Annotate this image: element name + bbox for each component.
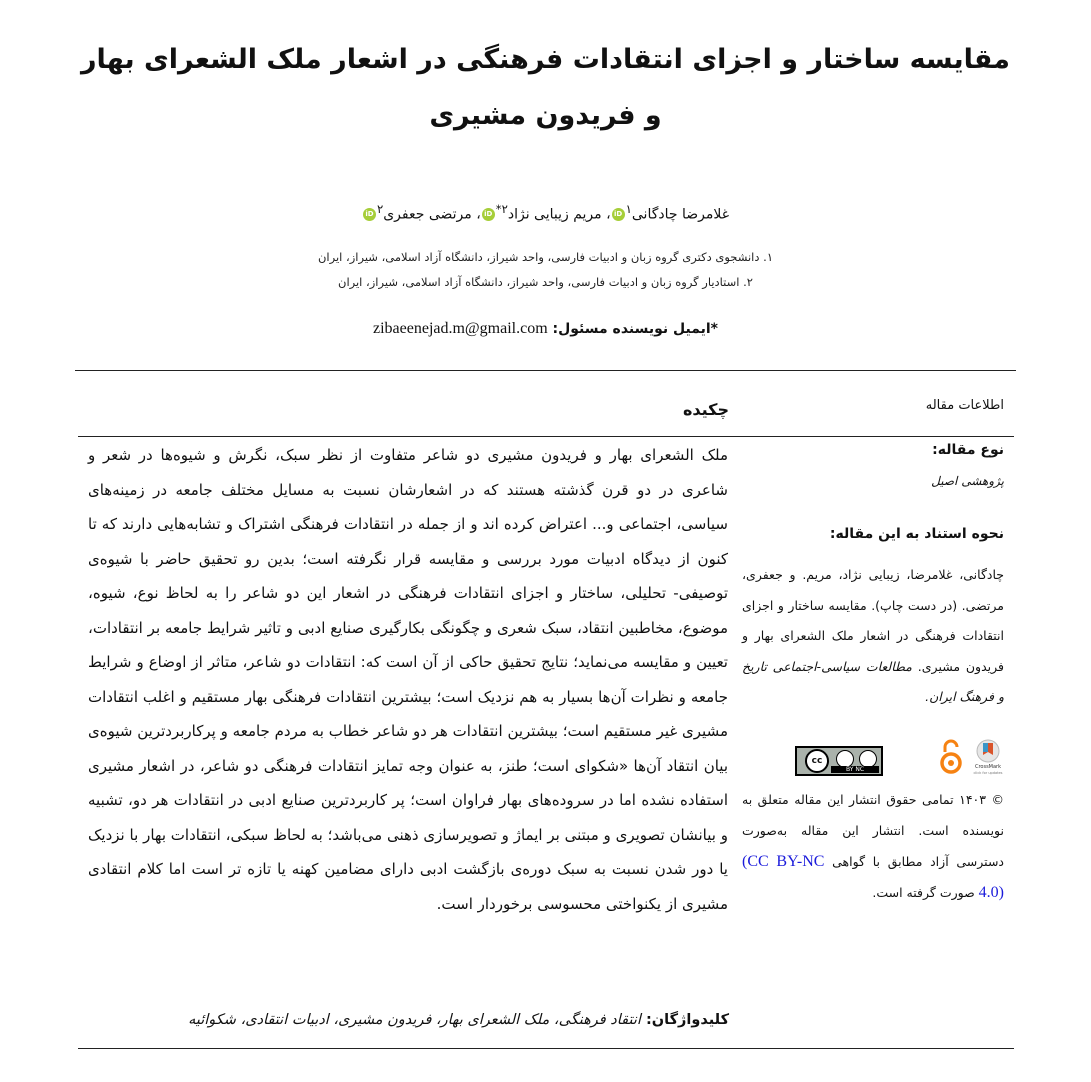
crossmark-sub: click for updates bbox=[973, 771, 1003, 775]
author-name: مرتضی جعفری bbox=[383, 206, 472, 223]
affiliation-2: ۲. استادیار گروه زبان و ادبیات فارسی، واحد شیراز، دانشگاه آزاد اسلامی، شیراز، ایران bbox=[338, 275, 753, 289]
cc-icon: cc bbox=[805, 749, 829, 773]
author-list bbox=[0, 196, 1091, 228]
orcid-icon[interactable]: iD bbox=[612, 208, 625, 221]
corresponding-author bbox=[0, 320, 1091, 338]
citation-text bbox=[742, 560, 1004, 713]
author-name: غلامرضا چادگانی bbox=[631, 206, 730, 223]
author-separator: ، bbox=[471, 206, 481, 223]
divider bbox=[75, 370, 1016, 371]
author-affiliation-mark: ۱ bbox=[625, 202, 632, 216]
orcid-icon[interactable]: iD bbox=[363, 208, 376, 221]
open-access-icon[interactable] bbox=[939, 738, 963, 776]
email-link[interactable]: zibaeenejad.m@gmail.com bbox=[372, 320, 548, 337]
copyright-text: © ۱۴۰۳ تمامی حقوق انتشار این مقاله متعلق به نویسنده است. انتشار این مقاله به‌صورت دسترسی آزاد مطابق با گواهی bbox=[742, 792, 1004, 869]
article-info-heading: اطلاعات مقاله bbox=[925, 398, 1004, 413]
crossmark-icon[interactable] bbox=[973, 738, 1003, 776]
author-separator: ، bbox=[601, 206, 611, 223]
divider bbox=[78, 436, 1014, 437]
license-link[interactable]: (CC BY-NC 4.0) bbox=[742, 853, 1004, 901]
author-affiliation-mark: ۲* bbox=[495, 202, 508, 216]
copyright-tail: صورت گرفته است. bbox=[872, 885, 979, 900]
article-type-value: پژوهشی اصیل bbox=[931, 474, 1004, 488]
author-name: مریم زیبایی نژاد bbox=[507, 206, 602, 223]
crossmark-label: CrossMark bbox=[974, 764, 1002, 770]
citation-label: نحوه استناد به این مقاله: bbox=[829, 526, 1004, 542]
license-badges bbox=[741, 738, 1003, 778]
abstract-text: ملک الشعرای بهار و فریدون مشیری دو شاعر متفاوت از نظر سبک، نگرش و شیوه‌ها در شعر و شاعری در دو قرن گذشته هستند که در اشعارشان نسبت به مسایل مختلف جامعه در زمینه‌های سیاسی، اجتماعی و... اعتراض کرده اند و از جمله در انتقادات فرهنگی اشتراک و تشابه‌هایی دارند که تا کنون از دیدگاه ادبیات مورد بررسی و مقایسه قرار نگرفته است؛ بدین رو تحقیق حاضر با شیوه‌ی توصیفی- تحلیلی، ساختار و اجزای انتقادات فرهنگی در اشعار این دو شاعر را به لحاظ نوع، شیوه، موضوع، مخاطبین انتقاد، سبک شعری و چگونگی بکارگیری صنایع ادبی و تاثیر شرایط جامعه بر انتقادات، تعیین و مقایسه می‌نماید؛ نتایج تحقیق حاکی از آن است که: انتقادات دو شاعر، متاثر از اوضاع و شرایط جامعه و نظرات آن‌ها بسیار به هم نزدیک است؛ بیشترین انتقادات فرهنگی بهار مستقیم و اغلب انتقادات مشیری غیر مستقیم است؛ بیشترین انتقادات هر دو شاعر خطاب به مردم جامعه و پرکاربردترین شیوه‌ی بیان انتقاد آن‌ها «شکوای است؛ طنز، به عنوان وجه تمایز انتقادات فرهنگی دو شاعر، در اشعار مشیری استفاده نشده اما در سروده‌های بهار فراوان است؛ پر کاربردترین صنایع ادبی در انتقادات هر دو، تشبیه و بیانشان تصویری و مبتنی بر ایماژ و تصویرسازی ذهنی می‌باشد؛ به لحاظ سبکی، انتقادات بهار با نزدیک یا دور شدن نسبت به سبک دوره‌ی بازگشت ادبی دارای مضامین کهنه یا تازه تر است اما کلام انتقادی مشیری از یکنواختی محسوسی برخوردار است. bbox=[88, 446, 728, 913]
article-type-label: نوع مقاله: bbox=[932, 442, 1004, 458]
orcid-icon[interactable]: iD bbox=[482, 208, 495, 221]
article-title: مقایسه ساختار و اجزای انتقادات فرهنگی در اشعار ملک الشعرای بهار و فریدون مشیری bbox=[81, 44, 1010, 131]
keywords-label: کلیدواژگان: bbox=[640, 1012, 729, 1028]
divider bbox=[78, 1048, 1014, 1049]
keywords-value: انتقاد فرهنگی، ملک الشعرای بهار، فریدون مشیری، ادبیات انتقادی، شکوائیه bbox=[188, 1012, 641, 1028]
abstract-heading: چکیده bbox=[682, 400, 729, 419]
keywords bbox=[188, 1012, 729, 1028]
cc-strip: BY NC bbox=[831, 766, 879, 773]
citation-body: چادگانی، غلامرضا، زیبایی نژاد، مریم. و جعفری، مرتضی. (در دست چاپ). مقایسه ساختار و اجزای انتقادات فرهنگی در اشعار ملک الشعرای بهار و فریدون مشیری. bbox=[742, 567, 1004, 674]
email-label: *ایمیل نویسنده مسئول: bbox=[547, 321, 719, 337]
affiliation-1: ۱. دانشجوی دکتری گروه زبان و ادبیات فارسی، واحد شیراز، دانشگاه آزاد اسلامی، شیراز، ایران bbox=[317, 250, 773, 264]
citation-journal: مطالعات سیاسی-اجتماعی تاریخ و فرهنگ ایران. bbox=[742, 658, 1004, 704]
cc-by-nc-badge[interactable] bbox=[795, 746, 883, 776]
copyright-notice bbox=[742, 784, 1004, 908]
author-affiliation-mark: ۲ bbox=[376, 202, 384, 216]
